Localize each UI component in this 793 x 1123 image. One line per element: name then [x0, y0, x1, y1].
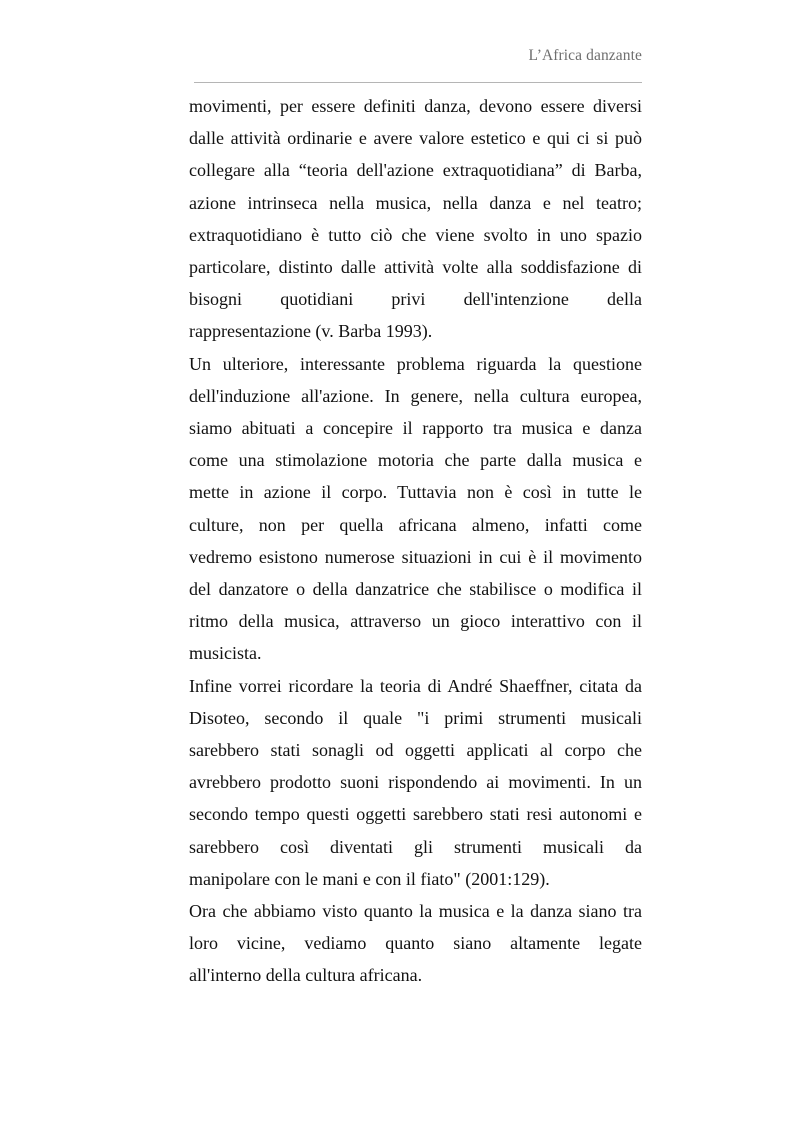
text-line: siamo abituati a concepire il rapporto tra musica e danza [189, 418, 642, 439]
text-line: vedremo esistono numerose situazioni in cui è il movimento [189, 546, 642, 567]
text-line: Infine vorrei ricordare la teoria di André Shaeffner, citata da [189, 675, 642, 696]
text-line: sarebbero stati sonagli od oggetti applicati al corpo che [189, 740, 642, 761]
paragraph-3 [189, 670, 642, 895]
text-line: azione intrinseca nella musica, nella danza e nel teatro; [189, 192, 642, 213]
text-line: loro vicine, vediamo quanto siano altamente legate [189, 933, 642, 954]
text-line: bisogni quotidiani privi dell'intenzione della [189, 289, 642, 310]
text-line: sarebbero così diventati gli strumenti musicali da [189, 836, 642, 857]
paragraph-2 [189, 348, 642, 670]
header-divider [194, 82, 642, 83]
text-line: Disoteo, secondo il quale "i primi strumenti musicali [189, 707, 642, 728]
text-line: Un ulteriore, interessante problema riguarda la questione [189, 353, 642, 374]
paragraph-1 [189, 90, 642, 348]
text-line: dalle attività ordinarie e avere valore estetico e qui ci si può [189, 128, 642, 149]
text-line: dell'induzione all'azione. In genere, nella cultura europea, [189, 385, 642, 406]
text-line: particolare, distinto dalle attività volte alla soddisfazione di [189, 257, 642, 278]
body-text [189, 90, 642, 992]
text-line: ritmo della musica, attraverso un gioco interattivo con il [189, 611, 642, 632]
text-line: culture, non per quella africana almeno, infatti come [189, 514, 642, 535]
running-header-title: L’Africa danzante [528, 47, 642, 64]
text-line: come una stimolazione motoria che parte dalla musica e [189, 450, 642, 471]
text-line: del danzatore o della danzatrice che stabilisce o modifica il [189, 579, 642, 600]
paragraph-4 [189, 895, 642, 992]
text-line: rappresentazione (v. Barba 1993). [189, 321, 433, 342]
text-line: mette in azione il corpo. Tuttavia non è così in tutte le [189, 482, 642, 503]
text-line: all'interno della cultura africana. [189, 965, 423, 986]
text-line: Ora che abbiamo visto quanto la musica e la danza siano tra [189, 901, 642, 922]
text-line: manipolare con le mani e con il fiato" (2001:129). [189, 868, 550, 889]
text-line: avrebbero prodotto suoni rispondendo ai movimenti. In un [189, 772, 642, 793]
text-line: extraquotidiano è tutto ciò che viene svolto in uno spazio [189, 224, 642, 245]
text-line: secondo tempo questi oggetti sarebbero stati resi autonomi e [189, 804, 642, 825]
text-line: musicista. [189, 643, 262, 664]
text-line: collegare alla “teoria dell'azione extraquotidiana” di Barba, [189, 160, 642, 181]
text-line: movimenti, per essere definiti danza, devono essere diversi [189, 96, 642, 116]
